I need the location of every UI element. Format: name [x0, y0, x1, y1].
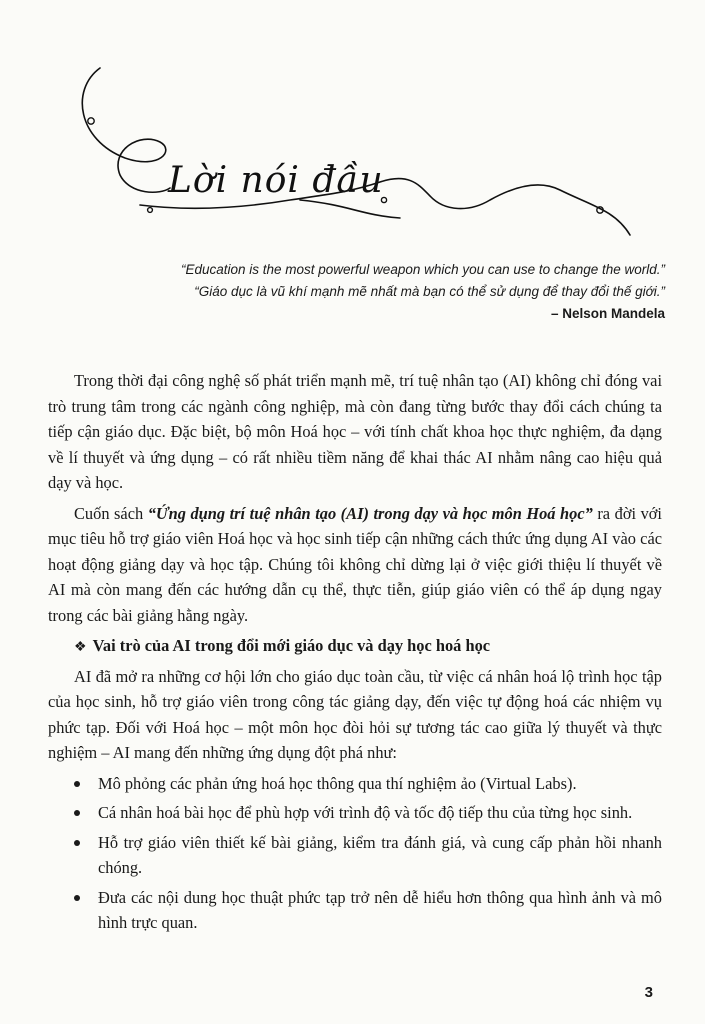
- epigraph-quote-vietnamese: “Giáo dục là vũ khí mạnh mẽ nhất mà bạn có thể sử dụng để thay đổi thế giới.”: [194, 284, 665, 299]
- epigraph-quote-english: “Education is the most powerful weapon which you can use to change the world.”: [180, 262, 665, 277]
- section-heading: [74, 633, 662, 661]
- paragraph-book-rest: ra đời với mục tiêu hỗ trợ giáo viên Hoá học và học sinh tiếp cận những cách thức ứng dụng AI vào các hoạt động giảng dạy và học tập. Chúng tôi không chỉ dừng lại ở việc giới thiệu lí thuyết về AI mà còn mang đến các hướng dẫn cụ thể, thực tiễn, giúp giáo viên có thể áp dụng ngay trong các bài giảng hằng ngày.: [48, 503, 662, 625]
- application-list: [48, 771, 662, 936]
- page-title: Lời nói đầu: [168, 160, 384, 201]
- list-item: Hỗ trợ giáo viên thiết kế bài giảng, kiểm tra đánh giá, và cung cấp phản hồi nhanh chóng.: [98, 830, 662, 881]
- paragraph-intro: Trong thời đại công nghệ số phát triển mạnh mẽ, trí tuệ nhân tạo (AI) không chỉ đóng vai trò trung tâm trong các ngành công nghiệp, mà còn đang từng bước thay đổi cách chúng ta tiếp cận giáo dục. Đặc biệt, bộ môn Hoá học – với tính chất khoa học thực nghiệm, đa dạng về lí thuyết và ứng dụng – có rất nhiều tiềm năng để khai thác AI nhằm nâng cao hiệu quả dạy và học.: [48, 371, 662, 492]
- list-item: Cá nhân hoá bài học để phù hợp với trình độ và tốc độ tiếp thu của từng học sinh.: [98, 800, 662, 826]
- paragraph-ai-role: AI đã mở ra những cơ hội lớn cho giáo dục toàn cầu, từ việc cá nhân hoá lộ trình học tập của học sinh, hỗ trợ giáo viên trong công tác giảng dạy, đến việc tự động hoá các nhiệm vụ phức tạp. Đối với Hoá học – một môn học đòi hỏi sự tương tác cao giữa lý thuyết và thực nghiệm – AI mang đến những ứng dụng đột phá như:: [48, 666, 662, 762]
- paragraph-book-purpose: [48, 501, 662, 629]
- list-item: Đưa các nội dung học thuật phức tạp trở nên dễ hiểu hơn thông qua hình ảnh và mô hình trực quan.: [98, 885, 662, 936]
- decorative-flourish: [0, 0, 705, 250]
- book-title: “Ứng dụng trí tuệ nhân tạo (AI) trong dạy và học môn Hoá học”: [147, 503, 593, 523]
- diamond-bullet-icon: ❖: [74, 640, 87, 655]
- paragraph-book-prefix: Cuốn sách: [74, 503, 148, 523]
- epigraph-author: – Nelson Mandela: [550, 306, 665, 321]
- page-number: 3: [644, 984, 653, 1001]
- body-content: [48, 368, 662, 940]
- section-heading-text: Vai trò của AI trong đổi mới giáo dục và dạy học hoá học: [92, 636, 491, 655]
- list-item: Mô phỏng các phản ứng hoá học thông qua thí nghiệm ảo (Virtual Labs).: [98, 771, 662, 797]
